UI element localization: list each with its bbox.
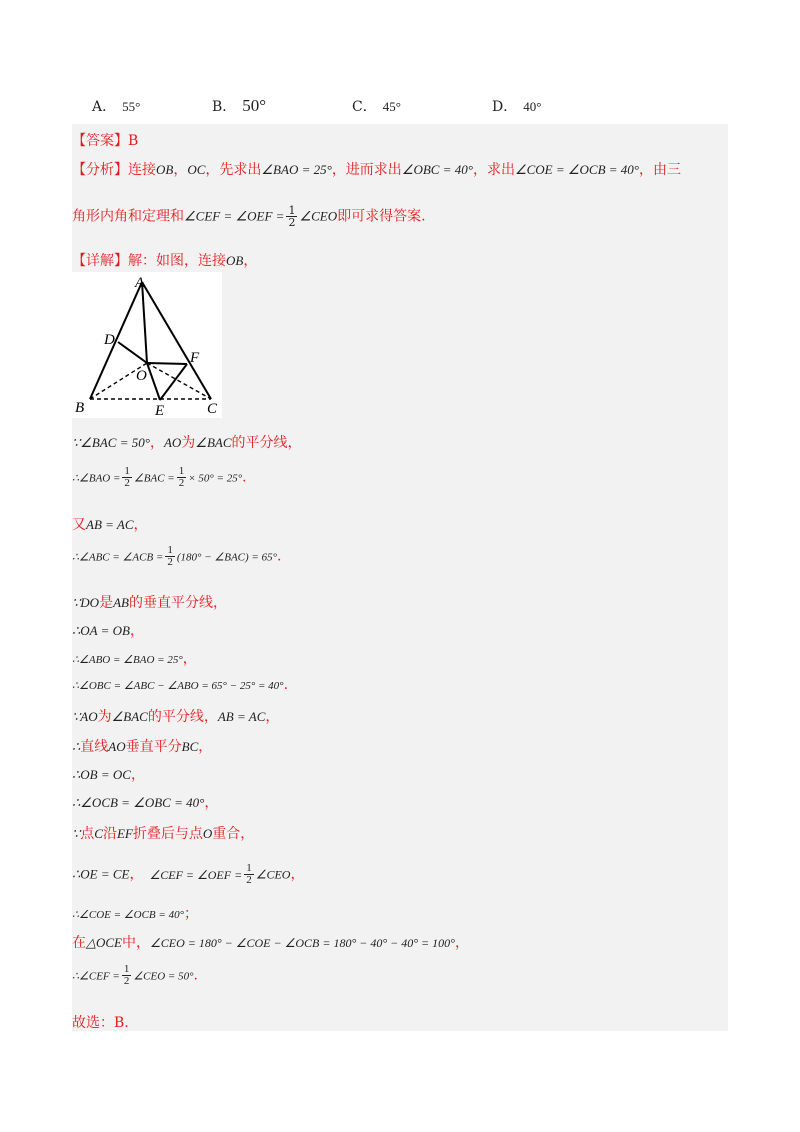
segment-ac [142, 282, 211, 399]
triangle-diagram [72, 272, 222, 418]
text: ，求出 [472, 162, 515, 178]
text: 即可求得答案. [337, 208, 426, 225]
label-b: B [75, 400, 85, 416]
step-line: ∵AO为∠BAC的平分线，AB = AC， [72, 709, 280, 725]
step-line: ∴∠BAO = $\frac{1}{2}$ ∠BAC = $\frac{1}{2}$ × 50° = 25°. [72, 465, 247, 489]
analysis-tag: 【分析】 [72, 162, 128, 178]
text: ，由三 [639, 162, 682, 178]
math: OB [156, 162, 174, 177]
option-letter: C． [352, 99, 377, 115]
detail-line [72, 250, 257, 270]
option-letter: D． [492, 99, 518, 115]
label-o: O [136, 368, 147, 384]
option-letter: B． [212, 99, 237, 115]
text: ，先求出 [205, 162, 262, 178]
text: 连接 [128, 162, 156, 178]
option-value: 50° [242, 96, 267, 115]
step-line: ∴OB = OC， [72, 767, 145, 783]
math: ∠COE = ∠OCB = 40° [514, 162, 640, 177]
option-a [92, 96, 140, 116]
label-f: F [190, 350, 200, 366]
text: ， [243, 253, 258, 269]
math: ∠OBC = 40° [401, 162, 473, 177]
answer-line [72, 130, 138, 150]
answer-value: B [128, 133, 139, 149]
step-line: ∴∠ABC = ∠ACB = $\frac{1}{2}$ (180° − ∠BAC) = 65°. [72, 544, 282, 568]
text: 角形内角和定理和 [72, 208, 184, 225]
conclusion-line: 故选：B. [72, 1015, 129, 1031]
analysis-line-2 [72, 205, 426, 228]
text: ， [173, 162, 188, 178]
segment-ef [160, 364, 187, 400]
text: ，进而求出 [331, 162, 402, 178]
label-c: C [207, 401, 218, 417]
math: OC [187, 162, 206, 177]
step-line: 在△OCE中，∠CEO = 180° − ∠COE − ∠OCB = 180° − 40° − 40° = 100°， [72, 935, 469, 951]
label-a: A [135, 275, 145, 291]
fraction: $\frac{1}{2}$ [288, 204, 296, 229]
step-line: ∴∠COE = ∠OCB = 40°； [72, 906, 198, 922]
math: ∠BAO = 25° [261, 162, 332, 177]
analysis-line-1 [72, 159, 681, 179]
segment-do [118, 342, 147, 363]
math: ∠CEF = ∠OEF = [184, 208, 285, 224]
option-d [492, 96, 541, 116]
option-letter: A． [92, 99, 117, 115]
step-line: ∵点C沿EF折叠后与点O重合， [72, 826, 255, 842]
option-c [352, 96, 401, 116]
segment-ao [142, 282, 147, 363]
label-d: D [104, 332, 115, 348]
step-line: ∴OA = OB， [72, 623, 144, 639]
option-value: 55° [122, 99, 141, 114]
math: OB [226, 253, 244, 268]
step-line: ∴∠OCB = ∠OBC = 40°， [72, 795, 219, 811]
step-line: ∴∠OBC = ∠ABC − ∠ABO = 65° − 25° = 40°. [72, 677, 289, 693]
option-b [212, 96, 266, 116]
step-line: 又AB = AC， [72, 517, 148, 533]
step-line: ∴直线AO垂直平分BC， [72, 739, 213, 755]
option-value: 45° [382, 99, 401, 114]
step-line: ∴∠CEF = $\frac{1}{2}$ ∠CEO = 50°. [72, 963, 198, 987]
step-line: ∴∠ABO = ∠BAO = 25°， [72, 651, 197, 667]
step-line: ∵DO是AB的垂直平分线， [72, 595, 227, 611]
detail-tag: 【详解】 [72, 253, 128, 269]
segment-ab [90, 282, 142, 399]
segment-of [147, 363, 187, 364]
geometry-figure [72, 272, 222, 418]
answer-tag: 【答案】 [72, 133, 128, 149]
text: 解：如图，连接 [128, 253, 226, 269]
step-line: ∴OE = CE， ∠CEF = ∠OEF = $\frac{1}{2}$ ∠CEO， [72, 862, 305, 886]
math: ∠CEO [299, 208, 338, 224]
step-line: ∵∠BAC = 50°，AO为∠BAC的平分线， [72, 435, 302, 451]
label-e: E [155, 403, 165, 418]
segment-oe [147, 363, 160, 400]
option-value: 40° [523, 99, 542, 114]
